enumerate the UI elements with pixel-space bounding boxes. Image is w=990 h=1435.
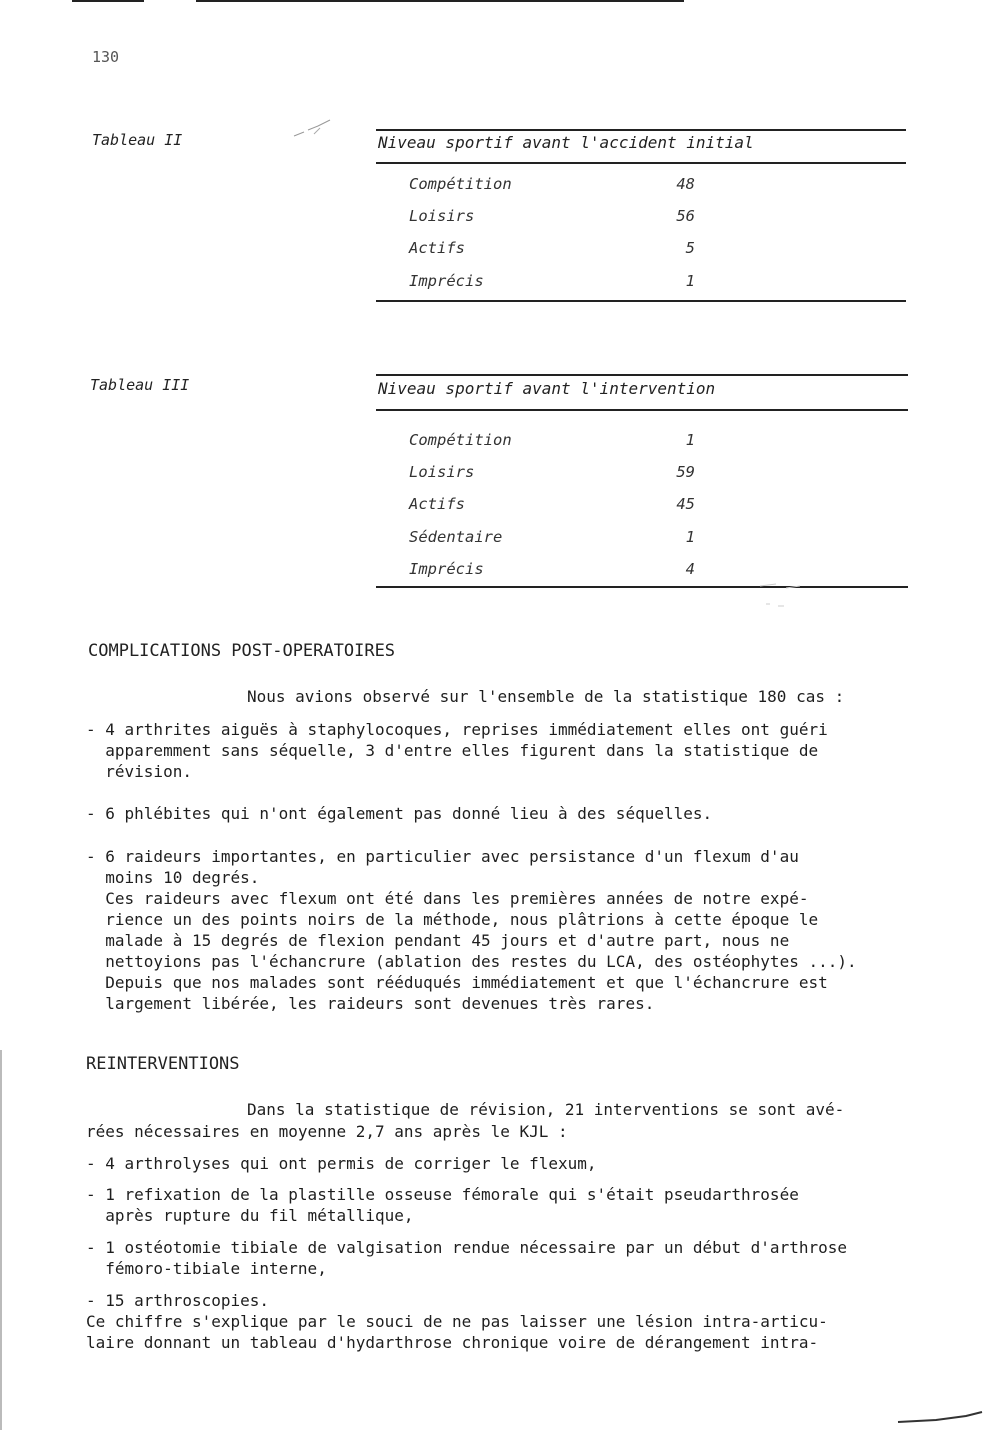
table-3-row-value: 1	[685, 528, 695, 546]
table-2-row-value: 56	[676, 207, 695, 225]
table-3-bottom-rule	[376, 586, 908, 588]
table-2-row-name: Actifs	[409, 239, 465, 257]
complication-item: - 4 arthrites aiguës à staphylocoques, reprises immédiatement elles ont guéri apparemment sans séquelle, 3 d'entre elles figurent dans la statistique de révision.	[86, 720, 828, 781]
pencil-mark	[290, 118, 334, 142]
table-2-row-value: 5	[685, 239, 695, 257]
table-3-row-name: Sédentaire	[409, 528, 503, 546]
table-3-row-name: Imprécis	[409, 560, 484, 578]
ink-smudge	[896, 1410, 986, 1426]
reintervention-item: - 15 arthroscopies. Ce chiffre s'explique par le souci de ne pas laisser une lésion intra-articu- laire donnant un tableau d'hydarthrose chronique voire de dérangement intra-	[86, 1291, 828, 1352]
reintervention-item: - 4 arthrolyses qui ont permis de corriger le flexum,	[86, 1154, 597, 1173]
table-3-label: Tableau III	[90, 376, 190, 394]
complication-item: - 6 raideurs importantes, en particulier avec persistance d'un flexum d'au moins 10 degrés. Ces raideurs avec flexum ont été dans les premières années de notre expé- rience un des points noirs de la méthode, nous plâtrions à cette époque le malade à 15 degrés de flexion pendant 45 jours et d'autre part, nous ne nettoyions pas l'échancrure (ablation des restes du LCA, des ostéophytes ...). Depuis que nos malades sont rééduqués immédiatement et que l'échancrure est largement libérée, les raideurs sont devenues très rares.	[86, 847, 857, 1013]
table-3-row-value: 59	[676, 463, 695, 481]
table-2-row	[409, 175, 695, 195]
table-2-row-name: Imprécis	[409, 272, 484, 290]
table-2-row	[409, 207, 695, 227]
table-3-row	[409, 495, 695, 515]
table-3-row-value: 4	[685, 560, 695, 578]
table-2-row	[409, 272, 695, 292]
top-rule-left	[72, 0, 144, 2]
table-2-row	[409, 239, 695, 259]
reinterventions-intro-cont: rées nécessaires en moyenne 2,7 ans après le KJL :	[86, 1122, 568, 1141]
table-3-row-name: Compétition	[409, 431, 512, 449]
table-2-label: Tableau II	[92, 131, 183, 149]
reinterventions-heading: REINTERVENTIONS	[86, 1054, 240, 1074]
complication-item: - 6 phlébites qui n'ont également pas donné lieu à des séquelles.	[86, 804, 713, 823]
table-3-mid-rule	[376, 409, 908, 411]
table-3-row-name: Loisirs	[409, 463, 475, 481]
table-3-row-value: 1	[685, 431, 695, 449]
scan-specks	[756, 580, 826, 610]
reintervention-item: - 1 ostéotomie tibiale de valgisation rendue nécessaire par un début d'arthrose fémoro-tibiale interne,	[86, 1238, 847, 1278]
table-3-row	[409, 431, 695, 451]
top-rule-right	[196, 0, 684, 2]
scan-margin-line	[0, 1050, 2, 1430]
reinterventions-intro: Dans la statistique de révision, 21 interventions se sont avé-	[247, 1100, 845, 1119]
table-3-row	[409, 528, 695, 548]
complications-intro: Nous avions observé sur l'ensemble de la statistique 180 cas :	[247, 687, 845, 706]
table-2-row-value: 48	[676, 175, 695, 193]
table-3-row	[409, 463, 695, 483]
table-3-caption: Niveau sportif avant l'intervention	[378, 379, 716, 398]
table-3-top-rule	[376, 374, 908, 376]
table-2-row-name: Loisirs	[409, 207, 475, 225]
table-3-row	[409, 560, 695, 580]
table-3-row-name: Actifs	[409, 495, 465, 513]
table-2-mid-rule	[376, 162, 906, 164]
table-2-row-value: 1	[685, 272, 695, 290]
complications-heading: COMPLICATIONS POST-OPERATOIRES	[88, 641, 396, 661]
table-3-row-value: 45	[676, 495, 695, 513]
page-number: 130	[92, 48, 120, 66]
table-2-caption: Niveau sportif avant l'accident initial	[378, 133, 754, 152]
table-2-bottom-rule	[376, 300, 906, 302]
reintervention-item: - 1 refixation de la plastille osseuse fémorale qui s'était pseudarthrosée après rupture du fil métallique,	[86, 1185, 799, 1225]
table-2-row-name: Compétition	[409, 175, 512, 193]
table-2-top-rule	[376, 129, 906, 131]
